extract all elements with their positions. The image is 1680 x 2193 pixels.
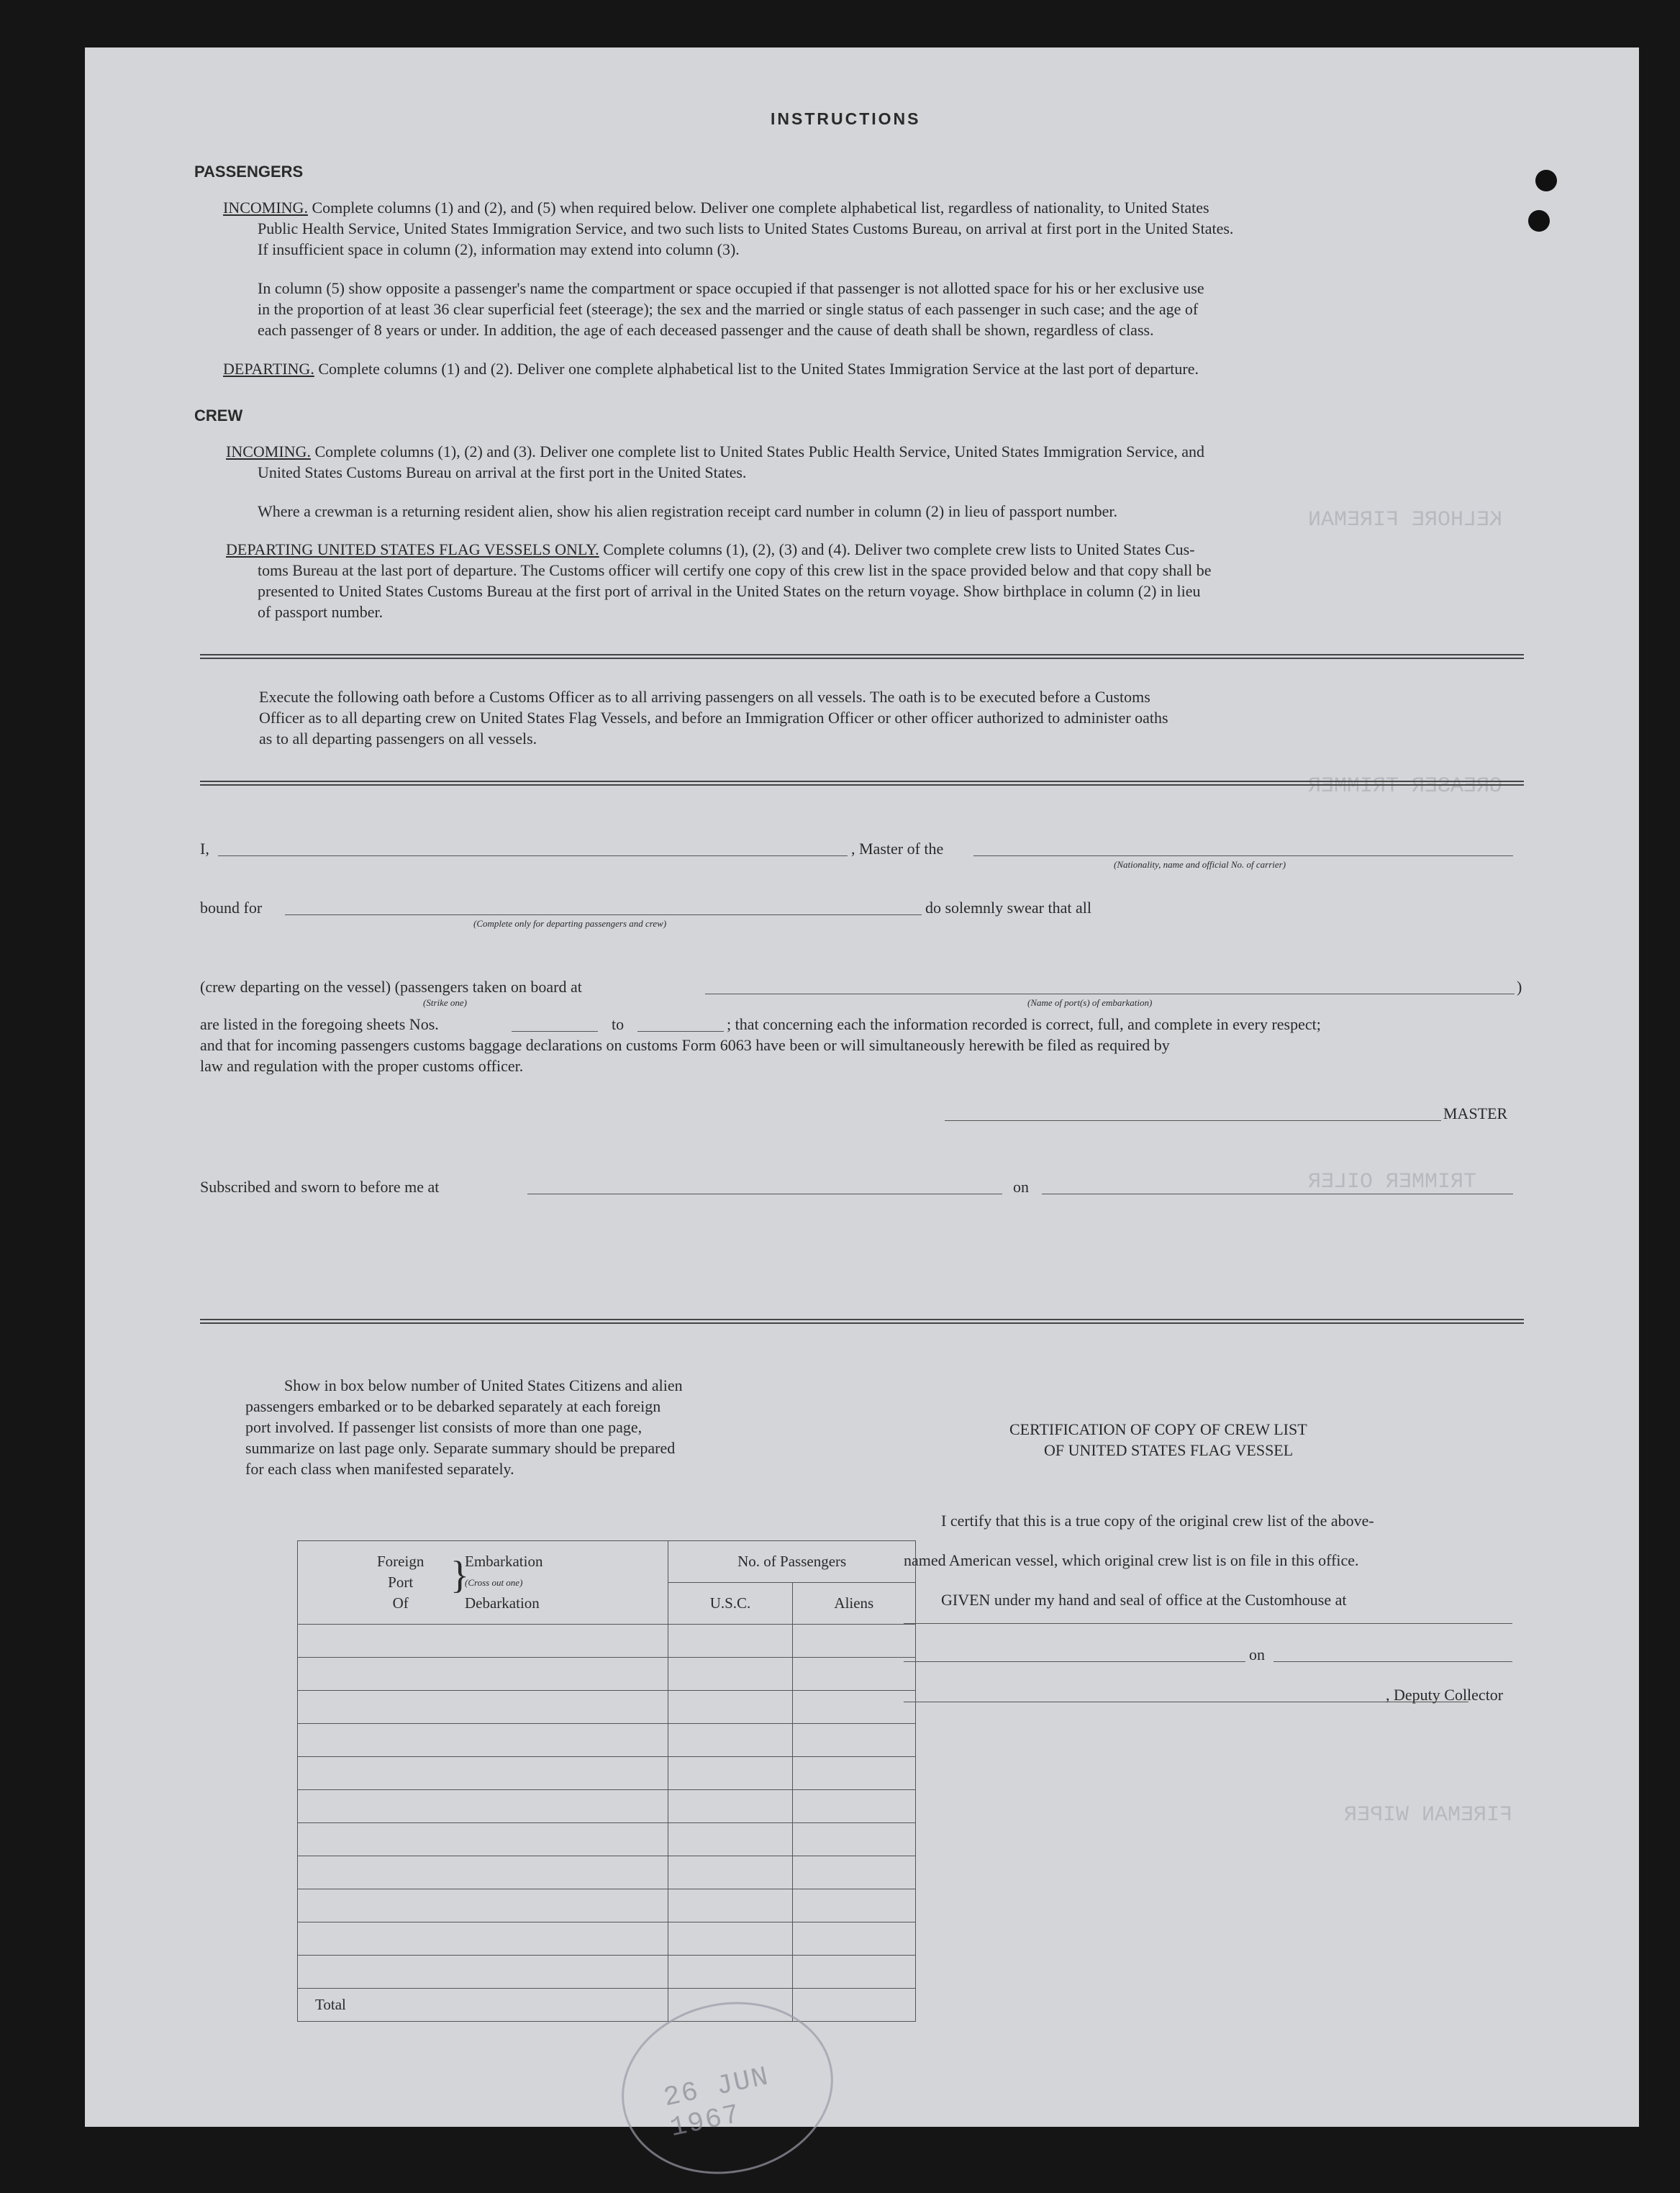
crew-incoming-2: United States Customs Bureau on arrival at the first port in the United States. [258,463,747,481]
summary-line-4: summarize on last page only. Separate summary should be prepared [245,1439,676,1457]
column5-line-1: In column (5) show opposite a passenger's name the compartment or space occupied if that passenger is not allotted space for his or her exclusive use [258,279,1204,297]
summary-line-5: for each class when manifested separately. [245,1460,514,1478]
law-line: law and regulation with the proper customs officer. [200,1057,524,1075]
incoming-text-1: Complete columns (1) and (2), and (5) when required below. Deliver one complete alphabetical list, regardless of nationality, to United States [312,199,1209,217]
nationality-caption: (Nationality, name and official No. of carrier) [1114,859,1286,870]
embark-debark-labels [465,1551,542,1614]
port-cell[interactable] [298,1757,668,1790]
crew-flag-1 [226,539,1195,560]
usc-cell[interactable] [668,1790,792,1823]
no-of-passengers-header: No. of Passengers [668,1541,916,1583]
table-row [298,1823,916,1856]
subscribed-text: Subscribed and sworn to before me at [200,1178,440,1196]
table-row [298,1658,916,1691]
crew-heading: CREW [194,407,243,424]
oath-i-label: I, [200,840,209,858]
crew-incoming [226,441,1204,462]
passengers-heading: PASSENGERS [194,163,304,181]
punch-hole [1535,170,1557,191]
document-page [85,47,1639,2145]
port-header-cell [298,1541,668,1625]
port-cell[interactable] [298,1658,668,1691]
aliens-cell[interactable] [792,1790,915,1823]
resident-alien-text: Where a crewman is a returning resident alien, show his alien registration receipt card number in column (2) in lieu of passport number. [258,502,1117,520]
crew-flag-label: DEPARTING UNITED STATES FLAG VESSELS ONLY. [226,540,599,558]
bound-for-field[interactable] [285,914,922,915]
aliens-cell[interactable] [792,1889,915,1922]
ports-caption: (Name of port(s) of embarkation) [1027,997,1153,1008]
aliens-cell[interactable] [792,1823,915,1856]
aliens-cell[interactable] [792,1757,915,1790]
usc-cell[interactable] [668,1956,792,1989]
stamp-text: 26 JUN 1967 [660,2061,773,2145]
bound-for-label: bound for [200,899,263,917]
bleed-through-text: KELHORE FIREMAN [1308,508,1503,532]
port-cell[interactable] [298,1625,668,1658]
passengers-incoming-3: If insufficient space in column (2), information may extend into column (3). [258,240,740,258]
crew-flag-3: presented to United States Customs Bureau at the first port of arrival in the United States on the return voyage. Show birthplace in column (2) in lieu [258,582,1201,600]
departing-text: Complete columns (1) and (2). Deliver one complete alphabetical list to the United States Immigration Service at the last port of departure. [318,360,1199,378]
passengers-incoming [223,197,1511,218]
sheets-text-2: ; that concerning each the information recorded is correct, full, and complete in every respect; [727,1015,1321,1033]
sworn-on-label: on [1013,1178,1029,1196]
customs-line: and that for incoming passengers customs baggage declarations on customs Form 6063 have been or will simultaneously herewith be filed as required by [200,1036,1170,1054]
master-of-label: , Master of the [851,840,944,858]
cert-certify-2: named American vessel, which original crew list is on file in this office. [904,1551,1359,1569]
cross-out-caption: (Cross out one) [465,1577,523,1588]
table-row [298,1724,916,1757]
port-cell[interactable] [298,1691,668,1724]
swear-text: do solemnly swear that all [925,899,1091,917]
of-label: Of [392,1594,409,1612]
table-row [298,1691,916,1724]
aliens-header: Aliens [792,1583,915,1625]
cert-given: GIVEN under my hand and seal of office at the Customhouse at [941,1591,1347,1609]
master-label: MASTER [1443,1104,1508,1122]
column5-line-2: in the proportion of at least 36 clear superficial feet (steerage); the sex and the married or single status of each passenger in such case; and the age of [258,300,1199,318]
aliens-cell[interactable] [792,1856,915,1889]
carrier-field[interactable] [973,855,1513,856]
crew-departing-text: (crew departing on the vessel) (passengers taken on board at [200,978,582,996]
summary-line-3: port involved. If passenger list consists of more than one page, [245,1418,643,1436]
crew-incoming-text-1: Complete columns (1), (2) and (3). Deliver one complete list to United States Public Health Service, United States Immigration Service, and [314,442,1205,460]
usc-header: U.S.C. [668,1583,792,1625]
table-row [298,1625,916,1658]
summary-line-1: Show in box below number of United States Citizens and alien [284,1376,683,1394]
section-divider [200,654,1524,659]
page-title: INSTRUCTIONS [771,109,921,128]
table-row [298,1889,916,1922]
aliens-cell[interactable] [792,1956,915,1989]
usc-cell[interactable] [668,1724,792,1757]
embarkation-label: Embarkation [465,1553,543,1570]
customhouse-field[interactable] [904,1623,1512,1624]
usc-cell[interactable] [668,1625,792,1658]
port-cell[interactable] [298,1790,668,1823]
cert-on-label: on [1249,1645,1265,1663]
close-paren: ) [1517,978,1522,996]
aliens-cell[interactable] [792,1691,915,1724]
bleed-through-text: GREASER TRIMMER [1308,774,1503,799]
cert-place-field[interactable] [904,1661,1245,1662]
complete-caption: (Complete only for departing passengers and crew) [473,918,667,929]
summary-line-2: passengers embarked or to be debarked separately at each foreign [245,1397,661,1415]
aliens-cell[interactable] [792,1922,915,1956]
aliens-cell[interactable] [792,1658,915,1691]
port-cell[interactable] [298,1856,668,1889]
crew-flag-2: toms Bureau at the last port of departure. The Customs officer will certify one copy of this crew list in the space provided below and that copy shall be [258,561,1212,579]
total-label: Total [298,1989,668,2022]
port-cell[interactable] [298,1724,668,1757]
sheets-text: are listed in the foregoing sheets Nos. [200,1015,439,1033]
usc-cell[interactable] [668,1757,792,1790]
aliens-cell[interactable] [792,1625,915,1658]
passengers-departing [223,358,1199,379]
port-cell[interactable] [298,1956,668,1989]
total-row [298,1989,916,2022]
usc-cell[interactable] [668,1856,792,1889]
sheet-to-field[interactable] [637,1031,724,1032]
section-divider [200,1319,1524,1324]
passengers-incoming-2: Public Health Service, United States Immigration Service, and two such lists to United States Customs Bureau, on arrival at first port in the United States. [258,219,1234,237]
table-row [298,1922,916,1956]
table-row [298,1790,916,1823]
table-row [298,1757,916,1790]
port-cell[interactable] [298,1889,668,1922]
oath-intro-3: as to all departing passengers on all vessels. [259,730,537,748]
table-row [298,1956,916,1989]
crew-flag-text-1: Complete columns (1), (2), (3) and (4). Deliver two complete crew lists to United States Cus- [603,540,1195,558]
usc-cell[interactable] [668,1691,792,1724]
deputy-collector-label: , Deputy Collector [1386,1686,1504,1704]
cert-certify-1: I certify that this is a true copy of the original crew list of the above- [941,1512,1374,1530]
cert-title-1: CERTIFICATION OF COPY OF CREW LIST [1009,1420,1307,1438]
usc-cell[interactable] [668,1922,792,1956]
usc-cell[interactable] [668,1823,792,1856]
oath-intro-1: Execute the following oath before a Customs Officer as to all arriving passengers on all vessels. The oath is to be executed before a Customs [259,688,1150,706]
departing-label: DEPARTING. [223,360,314,378]
crew-flag-4: of passport number. [258,603,383,621]
crew-incoming-label: INCOMING. [226,442,311,460]
foreign-port-of [377,1551,424,1614]
table-row [298,1856,916,1889]
sheets-to-label: to [612,1015,625,1033]
punch-hole [1528,210,1550,232]
master-name-field[interactable] [218,855,848,856]
column5-line-3: each passenger of 8 years or under. In addition, the age of each deceased passenger and the cause of death shall be shown, regardless of class. [258,321,1154,339]
oath-intro-2: Officer as to all departing crew on United States Flag Vessels, and before an Immigration Officer or other officer authorized to administer oaths [259,709,1168,727]
port-cell[interactable] [298,1922,668,1956]
strike-caption: (Strike one) [423,997,468,1008]
sheet-from-field[interactable] [512,1031,598,1032]
cert-title-2: OF UNITED STATES FLAG VESSEL [1044,1441,1294,1459]
aliens-total-cell[interactable] [792,1989,915,2022]
aliens-cell[interactable] [792,1724,915,1757]
cert-date-field[interactable] [1273,1661,1512,1662]
port-cell[interactable] [298,1823,668,1856]
port-label: Port [388,1574,414,1591]
debarkation-label: Debarkation [465,1594,540,1612]
section-divider [200,781,1524,786]
bleed-through-text: FIREMAN WIPER [1344,1803,1513,1828]
brace: } [450,1553,469,1597]
foreign-label: Foreign [377,1553,424,1570]
usc-cell[interactable] [668,1658,792,1691]
usc-cell[interactable] [668,1889,792,1922]
passenger-summary-table [297,1540,916,2022]
bleed-through-text: TRIMMER OILER [1308,1170,1477,1194]
incoming-label: INCOMING. [223,199,308,217]
master-signature-field[interactable] [945,1120,1441,1121]
